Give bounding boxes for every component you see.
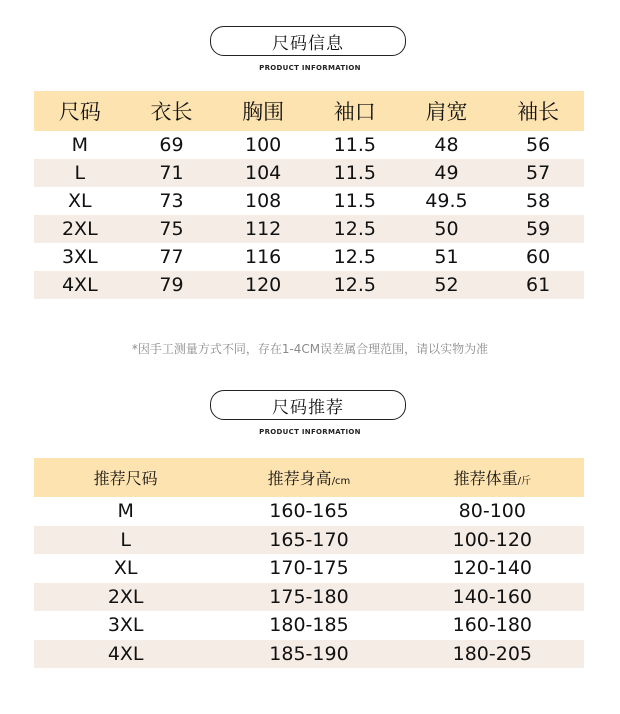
table-row	[34, 583, 584, 612]
table-cell: M	[117, 500, 134, 523]
table-cell: 12.5	[333, 246, 376, 268]
header-cell: 袖长	[517, 100, 560, 124]
size-recommend-title: 尺码推荐	[210, 390, 406, 420]
size-recommend-table	[34, 458, 584, 668]
table-cell: 2XL	[61, 218, 98, 240]
header-cell: 尺码	[58, 100, 101, 124]
table-header-row	[34, 91, 584, 131]
table-cell: 100-120	[452, 528, 533, 551]
table-header-row	[34, 458, 584, 497]
table-cell: 52	[434, 274, 459, 296]
table-cell: 160-165	[269, 500, 349, 523]
table-cell: L	[120, 528, 131, 551]
table-cell: 120-140	[452, 557, 533, 580]
table-cell: 2XL	[107, 585, 144, 608]
table-cell: 3XL	[61, 246, 98, 268]
table-cell: 11.5	[333, 134, 376, 156]
table-cell: XL	[113, 557, 138, 580]
table-cell: 185-190	[269, 642, 349, 665]
header-label: 推荐尺码	[93, 469, 158, 488]
table-cell: 49.5	[425, 190, 468, 212]
header-cell: 袖口	[333, 100, 376, 124]
header-cell	[217, 458, 400, 497]
table-cell: 57	[526, 162, 551, 184]
table-cell: L	[74, 162, 86, 184]
size-info-table	[34, 91, 584, 299]
table-cell: 4XL	[61, 274, 98, 296]
header-cell	[34, 458, 217, 497]
table-cell: 12.5	[333, 218, 376, 240]
table-row	[34, 554, 584, 583]
table-cell: 120	[245, 274, 282, 296]
table-cell: 11.5	[333, 190, 376, 212]
table-cell: 175-180	[269, 585, 349, 608]
table-row	[34, 187, 584, 215]
table-cell: 104	[245, 162, 282, 184]
table-cell: 59	[526, 218, 551, 240]
table-cell: 69	[159, 134, 184, 156]
table-cell: 116	[245, 246, 282, 268]
table-row	[34, 243, 584, 271]
table-row	[34, 640, 584, 669]
table-cell: 71	[159, 162, 184, 184]
table-cell: 79	[159, 274, 184, 296]
table-cell: 60	[526, 246, 551, 268]
table-cell: 56	[526, 134, 551, 156]
table-cell: 165-170	[269, 528, 349, 551]
table-cell: 140-160	[452, 585, 533, 608]
table-cell: 77	[159, 246, 184, 268]
table-cell: 11.5	[333, 162, 376, 184]
table-row	[34, 215, 584, 243]
table-row	[34, 271, 584, 299]
measurement-note: *因手工测量方式不同，存在1-4CM误差属合理范围，请以实物为准	[131, 342, 489, 356]
table-cell: 180-185	[269, 614, 349, 637]
table-row	[34, 497, 584, 526]
header-cell	[401, 458, 584, 497]
table-cell: 12.5	[333, 274, 376, 296]
size-info-title: 尺码信息	[210, 26, 406, 56]
table-cell: XL	[68, 190, 92, 212]
table-cell: 75	[159, 218, 184, 240]
table-cell: 180-205	[452, 642, 533, 665]
table-cell: 100	[245, 134, 282, 156]
table-row	[34, 131, 584, 159]
table-cell: M	[71, 134, 89, 156]
table-cell: 80-100	[458, 500, 526, 523]
table-cell: 4XL	[107, 642, 144, 665]
table-cell: 108	[245, 190, 282, 212]
header-label: 推荐体重	[453, 469, 518, 488]
table-cell: 3XL	[107, 614, 144, 637]
header-label: 推荐身高	[267, 469, 332, 488]
table-cell: 50	[434, 218, 459, 240]
table-row	[34, 526, 584, 555]
header-cell: 肩宽	[425, 100, 468, 124]
size-recommend-subtitle: PRODUCT INFORMATION	[259, 428, 361, 436]
header-unit: /cm	[331, 476, 351, 487]
table-cell: 112	[245, 218, 282, 240]
table-cell: 61	[526, 274, 551, 296]
table-row	[34, 611, 584, 640]
table-cell: 49	[434, 162, 459, 184]
table-cell: 51	[434, 246, 459, 268]
table-cell: 170-175	[269, 557, 349, 580]
table-cell: 48	[434, 134, 459, 156]
table-cell: 73	[159, 190, 184, 212]
size-info-subtitle: PRODUCT INFORMATION	[259, 64, 361, 72]
header-cell: 胸围	[242, 100, 285, 124]
table-cell: 160-180	[452, 614, 533, 637]
table-row	[34, 159, 584, 187]
table-cell: 58	[526, 190, 551, 212]
header-cell: 衣长	[150, 100, 193, 124]
header-unit: /斤	[517, 476, 532, 487]
